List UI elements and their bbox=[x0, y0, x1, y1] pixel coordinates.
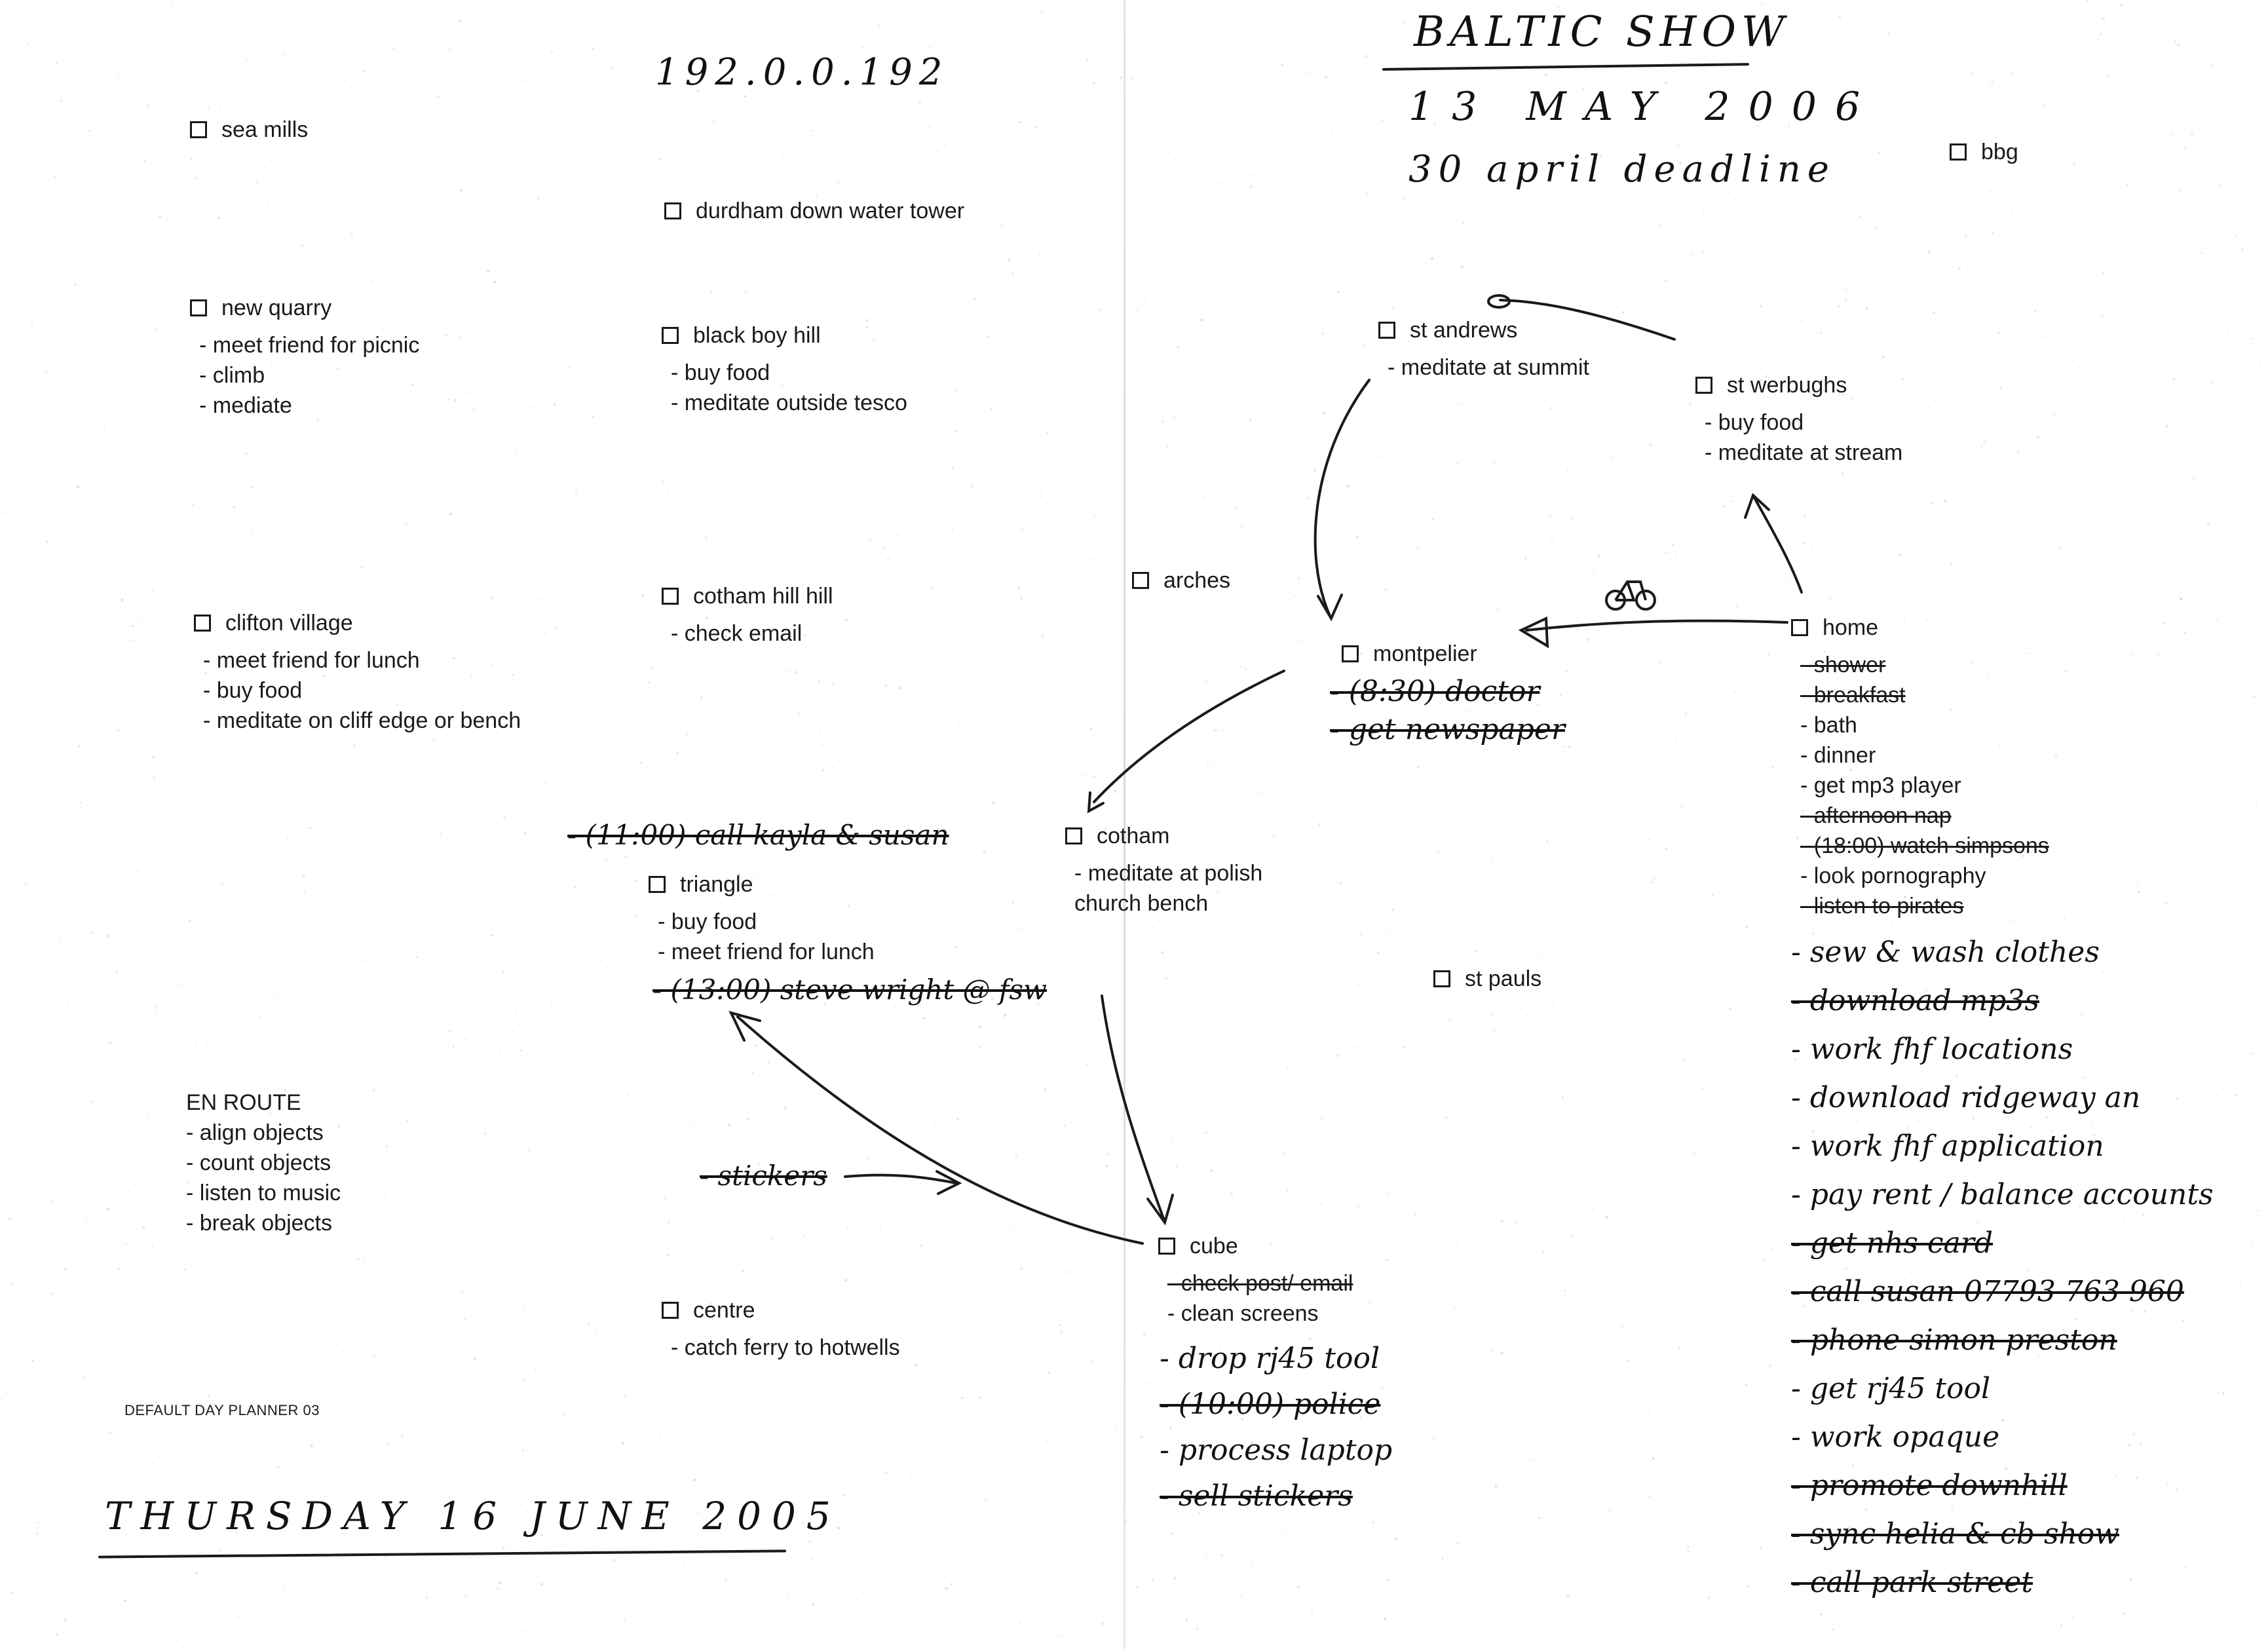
task-line: - meditate at polish bbox=[1074, 861, 1263, 886]
location-name: home bbox=[1823, 615, 1879, 640]
handwritten-task: - download ridgeway an bbox=[1791, 1081, 2141, 1114]
task-line: - meditate outside tesco bbox=[671, 390, 907, 415]
handwritten-task: - sell stickers bbox=[1160, 1479, 1353, 1513]
ip-note: 192.0.0.192 bbox=[655, 51, 949, 94]
location-name: cotham hill hill bbox=[693, 583, 833, 609]
baltic-date: 13 MAY 2006 bbox=[1408, 84, 1879, 130]
montpelier-handwritten-2: - get newspaper bbox=[1330, 713, 1565, 746]
en-route-line: - break objects bbox=[186, 1211, 332, 1236]
montpelier-handwritten-1: - (8:30) doctor bbox=[1330, 675, 1540, 708]
bicycle-icon bbox=[1602, 574, 1661, 613]
arrow-home-to-st-werburghs bbox=[1753, 495, 1802, 592]
task-line: - meditate on cliff edge or bench bbox=[203, 708, 521, 733]
task-line: - buy food bbox=[658, 909, 757, 934]
task-line: - buy food bbox=[671, 360, 770, 385]
task-line: - climb bbox=[199, 363, 265, 388]
task-line: - mediate bbox=[199, 393, 292, 418]
location-name: bbg bbox=[1981, 139, 2018, 164]
task-line: church bench bbox=[1074, 891, 1209, 916]
task-line: - buy food bbox=[203, 678, 303, 703]
date-title: THURSDAY 16 JUNE 2005 bbox=[105, 1494, 841, 1538]
task-line: - look pornography bbox=[1800, 863, 1986, 888]
task-line: - check email bbox=[671, 621, 803, 646]
stickers-note: - stickers bbox=[700, 1160, 827, 1192]
en-route-title: EN ROUTE bbox=[186, 1090, 301, 1115]
handwritten-task: - get nhs card bbox=[1791, 1226, 1994, 1260]
location-name: st werbughs bbox=[1727, 372, 1847, 398]
handwritten-task: - pay rent / balance accounts bbox=[1791, 1178, 2214, 1211]
location-name: st pauls bbox=[1465, 966, 1542, 991]
location-name: cube bbox=[1190, 1233, 1238, 1259]
task-line: - listen to pirates bbox=[1800, 894, 1964, 919]
task-line: - breakfast bbox=[1800, 683, 1906, 708]
location-name: arches bbox=[1163, 567, 1231, 593]
triangle-note-below: - (13:00) steve wright @ fsw bbox=[652, 974, 1047, 1006]
task-line: - meet friend for lunch bbox=[203, 648, 420, 673]
handwritten-task: - work opaque bbox=[1791, 1420, 2000, 1454]
location-name: triangle bbox=[680, 871, 753, 897]
location-name: clifton village bbox=[225, 610, 353, 635]
location-name: new quarry bbox=[221, 295, 332, 320]
arrow-home-to-montpelier bbox=[1526, 621, 1787, 630]
task-line: - bath bbox=[1800, 713, 1857, 738]
planner-label: DEFAULT DAY PLANNER 03 bbox=[124, 1402, 320, 1418]
handwritten-task: - phone simon preston bbox=[1791, 1323, 2117, 1357]
task-line: - dinner bbox=[1800, 743, 1876, 768]
task-line: - get mp3 player bbox=[1800, 773, 1961, 798]
en-route-line: - align objects bbox=[186, 1120, 324, 1145]
baltic-title: BALTIC SHOW bbox=[1414, 8, 1790, 56]
location-name: st andrews bbox=[1410, 317, 1518, 343]
arrow-stickers-to-route bbox=[845, 1175, 956, 1183]
handwritten-task: - drop rj45 tool bbox=[1160, 1342, 1380, 1375]
triangle-note-above: - (11:00) call kayla & susan bbox=[567, 819, 949, 851]
handwritten-task: - promote downhill bbox=[1791, 1469, 2068, 1502]
location-name: cotham bbox=[1097, 823, 1170, 848]
location-name: montpelier bbox=[1373, 641, 1477, 666]
arrow-st-andrews-to-montpelier bbox=[1315, 380, 1369, 616]
task-line: - meditate at stream bbox=[1705, 440, 1903, 465]
handwritten-task: - process laptop bbox=[1160, 1433, 1393, 1467]
arrow-st-werburghs-to-st-andrews bbox=[1500, 300, 1674, 339]
task-line: - catch ferry to hotwells bbox=[671, 1335, 900, 1360]
task-line: - afternoon nap bbox=[1800, 803, 1952, 828]
handwritten-task: - get rj45 tool bbox=[1791, 1372, 1991, 1405]
handwritten-task: - sync helia & cb show bbox=[1791, 1517, 2120, 1551]
en-route-line: - count objects bbox=[186, 1150, 331, 1175]
arrow-head-triangle bbox=[731, 1013, 760, 1040]
task-line: - clean screens bbox=[1167, 1301, 1319, 1326]
task-line: - meet friend for picnic bbox=[199, 333, 420, 358]
location-name: durdham down water tower bbox=[696, 198, 965, 223]
arrow-cube-to-triangle bbox=[738, 1017, 1143, 1243]
arrow-triangle-to-cube bbox=[1102, 996, 1163, 1219]
en-route-line: - listen to music bbox=[186, 1181, 341, 1205]
location-name: centre bbox=[693, 1297, 755, 1323]
location-name: black boy hill bbox=[693, 322, 821, 348]
task-line: - buy food bbox=[1705, 410, 1804, 435]
task-line: - (18:00) watch simpsons bbox=[1800, 833, 2049, 858]
baltic-deadline: 30 april deadline bbox=[1408, 148, 1836, 191]
arrow-head-montpelier-top bbox=[1318, 595, 1342, 618]
arrow-montpelier-to-cotham bbox=[1094, 671, 1284, 802]
handwritten-task: - call susan 07793 763 960 bbox=[1791, 1275, 2184, 1308]
task-line: - shower bbox=[1800, 653, 1886, 677]
arrow-head-st-werburghs bbox=[1745, 495, 1769, 518]
task-line: - check post/ email bbox=[1167, 1271, 1353, 1296]
handwritten-task: - (10:00) police bbox=[1160, 1388, 1381, 1421]
location-name: sea mills bbox=[221, 117, 309, 142]
handwritten-task: - download mp3s bbox=[1791, 984, 2039, 1017]
task-line: - meditate at summit bbox=[1388, 355, 1589, 380]
handwritten-task: - sew & wash clothes bbox=[1791, 936, 2100, 969]
task-line: - meet friend for lunch bbox=[658, 939, 875, 964]
handwritten-task: - call park street bbox=[1791, 1566, 2033, 1599]
handwritten-task: - work fhf locations bbox=[1791, 1033, 2073, 1066]
handwritten-task: - work fhf application bbox=[1791, 1129, 2104, 1163]
arrow-head-montpelier-side bbox=[1521, 618, 1547, 646]
